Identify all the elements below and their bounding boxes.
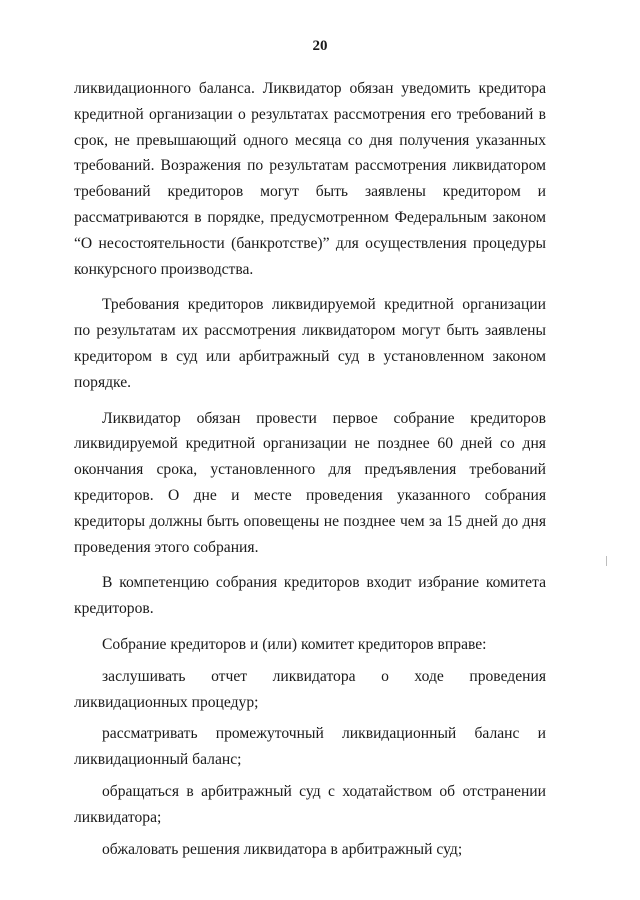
paragraph-liquidation-balance: ликвидационного баланса. Ликвидатор обязан уведомить кредитора кредитной организации о результатах рассмотрения его требований в срок, не превышающий одного месяца со дня получения указанных требований. Возражения по результатам рассмотрения ликвидатором требований кредиторов могут быть заявлены кредитором и рассматриваются в порядке, предусмотренном Федеральным законом “О несостоятельности (банкротстве)” для осуществления процедуры конкурсного производства. <box>74 80 546 278</box>
list-item-hear-report: заслушивать отчет ликвидатора о ходе проведения ликвидационных процедур; <box>74 667 546 711</box>
list-item-review-balance: рассматривать промежуточный ликвидационный баланс и ликвидационный баланс; <box>74 725 546 769</box>
list-item-court-petition: обращаться в арбитражный суд с ходатайством об отстранении ликвидатора; <box>74 782 546 826</box>
paragraph-committee-election: В компетенцию собрания кредиторов входит избрание комитета кредиторов. <box>74 574 546 618</box>
scan-margin-mark <box>606 556 607 566</box>
list-item-appeal-decisions: обжаловать решения ликвидатора в арбитражный суд; <box>102 840 463 858</box>
paragraph-first-meeting: Ликвидатор обязан провести первое собрание кредиторов ликвидируемой кредитной организации не позднее 60 дней со дня окончания срока, установленного для предъявления требований кредиторов. О дне и месте проведения указанного собрания кредиторы должны быть оповещены не позднее чем за 15 дней до дня проведения этого собрания. <box>74 409 546 556</box>
page-number: 20 <box>312 38 328 54</box>
paragraph-creditor-claims: Требования кредиторов ликвидируемой кредитной организации по результатам их рассмотрения ликвидатором могут быть заявлены кредитором в суд или арбитражный суд в установленном законом порядке. <box>74 296 546 391</box>
document-body <box>74 76 546 868</box>
paragraph-meeting-rights: Собрание кредиторов и (или) комитет кредиторов вправе: <box>102 635 487 653</box>
